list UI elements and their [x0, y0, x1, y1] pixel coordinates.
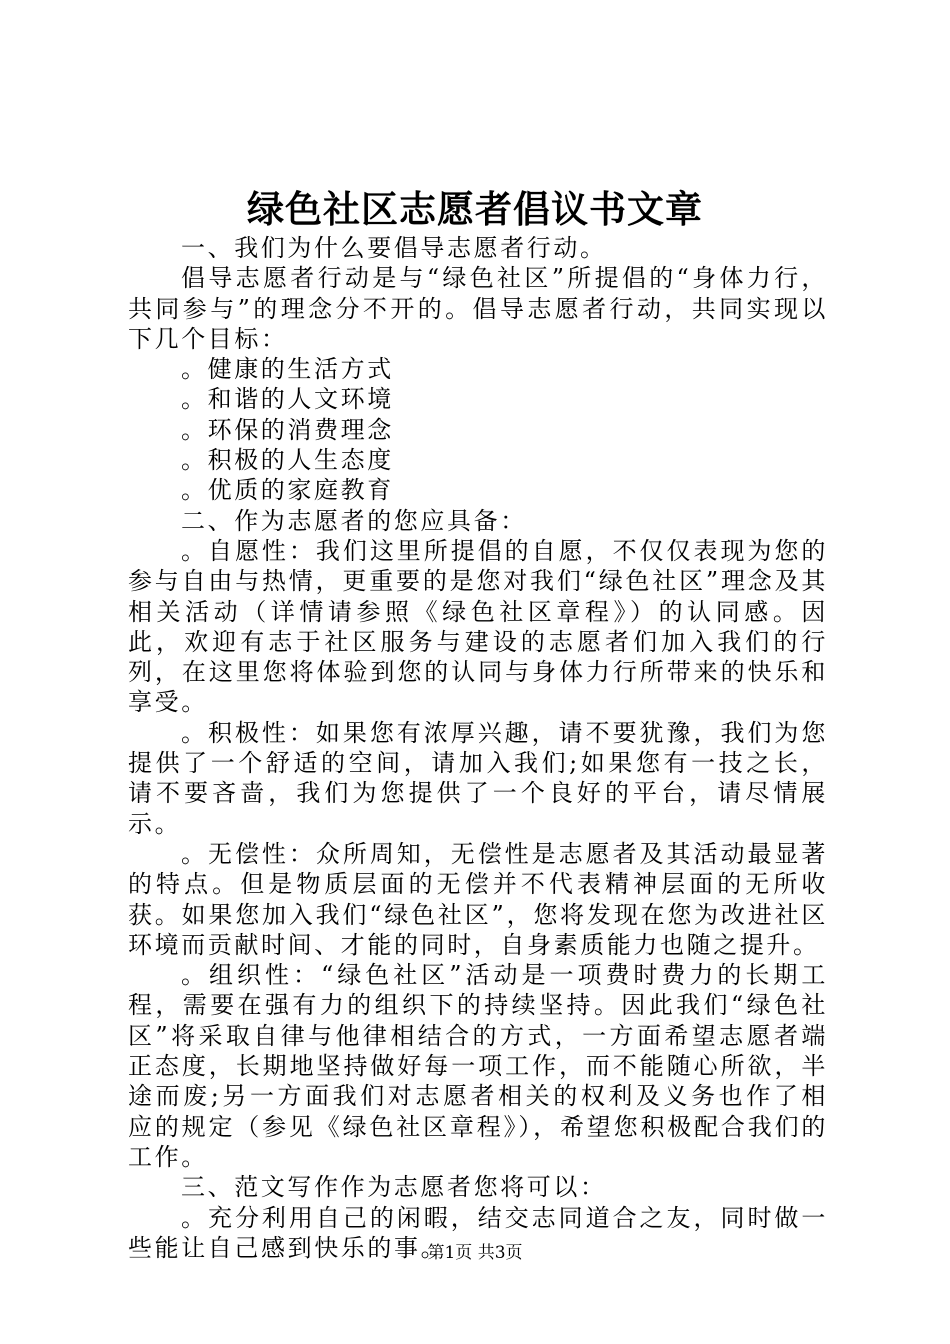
paragraph: 。无偿性：众所周知，无偿性是志愿者及其活动最显著的特点。但是物质层面的无偿并不代表精神层面的无所收获。如果您加入我们“绿色社区”，您将发现在您为改进社区环境而贡献时间、才能的同时，自身素质能力也随之提升。	[128, 839, 828, 959]
paragraph: 。充分利用自己的闲暇，结交志同道合之友，同时做一些能让自己感到快乐的事。	[128, 1203, 828, 1262]
goal-item: 。环保的消费理念	[181, 415, 394, 444]
goal-item: 。优质的家庭教育	[181, 476, 394, 505]
paragraph: 。积极性：如果您有浓厚兴趣，请不要犹豫，我们为您提供了一个舒适的空间，请加入我们;如果您有一技之长，请不要吝啬，我们为您提供了一个良好的平台，请尽情展示。	[128, 718, 828, 838]
section-heading-1: 一、我们为什么要倡导志愿者行动。	[181, 234, 607, 262]
section-heading-2: 二、作为志愿者的您应具备：	[181, 506, 527, 535]
paragraph: 。自愿性：我们这里所提倡的自愿，不仅仅表现为您的参与自由与热情，更重要的是您对我们“绿色社区”理念及其相关活动（详情请参照《绿色社区章程》）的认同感。因此，欢迎有志于社区服务与建设的志愿者们加入我们的行列，在这里您将体验到您的认同与身体力行所带来的快乐和享受。	[128, 536, 828, 717]
page-footer: 第1页 共3页	[427, 1243, 523, 1263]
goal-item: 。和谐的人文环境	[181, 385, 394, 414]
section-heading-3: 三、范文写作作为志愿者您将可以：	[181, 1173, 607, 1202]
paragraph: 。组织性：“绿色社区”活动是一项费时费力的长期工程，需要在强有力的组织下的持续坚持。因此我们“绿色社区”将采取自律与他律相结合的方式，一方面希望志愿者端正态度，长期地坚持做好每一项工作，而不能随心所欲，半途而废;另一方面我们对志愿者相关的权利及义务也作了相应的规定（参见《绿色社区章程》），希望您积极配合我们的工作。	[128, 961, 828, 1171]
document-body	[128, 233, 828, 1263]
goal-item: 。积极的人生态度	[181, 446, 394, 475]
document-title: 绿色社区志愿者倡议书文章	[247, 187, 703, 231]
goal-item: 。健康的生活方式	[181, 355, 394, 384]
paragraph: 倡导志愿者行动是与“绿色社区”所提倡的“身体力行，共同参与”的理念分不开的。倡导志愿者行动，共同实现以下几个目标：	[128, 264, 828, 353]
